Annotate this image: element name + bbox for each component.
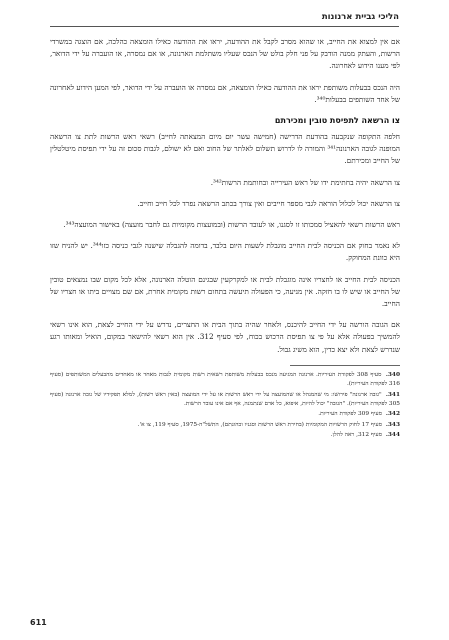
body-paragraph: לא נאמר בחוק אם הכניסה לבית החייב מוגבלת לשעות היום בלבד, בדומה להגבלה שישנה לגבי כניסה כזו³⁴⁴. יש להניח שזו היא כוונת המחוקק. [50, 241, 400, 263]
page-number: 611 [30, 618, 47, 627]
footnote-text: סעיף 309 לפקודת העיריות. [318, 411, 383, 418]
body-paragraph: ראש הרשות רשאי להאציל סמכותו זו לסגנו, או לעובד הרשות (ובמועצות מקומיות גם לחבר מועצה) באישור המועצה³⁴³. [63, 220, 400, 230]
footnote [50, 410, 400, 419]
footnotes [50, 371, 400, 441]
header-rule [50, 26, 399, 27]
running-title: הליכי גביית ארנונות [321, 12, 399, 22]
footnote-text: סעיף 17 לחוק הרשויות המקומיות (בחירת ראש הרשות וסגניו וכהונתם), התשל"ה-1975, סעיף 119, צו א'. [137, 421, 383, 428]
body-paragraph: אם אין למצוא את החייב, או שהוא מסרב לקבל את ההודעה, יראו את ההודעה כאילו הומצאה כהלכה, אם הוצגה במשרדי הרשות, והעתק ממנה הודבק על פני חלק בולט של הנכס שעליו משתלמת הארנונה, או אם נמסרה, או הועברה על ידי הדואר, לפי מענו הידוע לאחרונה. [50, 37, 400, 71]
footnote [50, 431, 400, 440]
footnote [50, 421, 400, 430]
body-paragraph: חלפה התקופה שנקבעה בהודעת הדרישה (חמישה עשר יום מיום המצאתה לחייב) רשאי ראש הרשות לתת צו הרשאה המופנה לגובה הארנונה³⁴¹ והמורה לו לדרוש תשלום לאלתר של החוב ואם לא ישולם, לגבות סכום זה על ידי תפיסת מיטלטלין של החייב ומכירתם. [50, 132, 400, 166]
footnote-number: 343. [385, 421, 400, 428]
body-paragraph: אם הגובה הורשה על ידי החייב להיכנס, ולאחר שהיה בתוך הבית או החצרים, נדרש על ידי החייב לצאת, הוא אינו רשאי להמשיך בפעולה אלא על פי צו תפיסת הרכוש בכוח, לפי סעיף 312. אין הוא רשאי להישאר במקום, הואיל ומאותו רגע שנדרש לצאת ולא יצא כדין, הוא משיג גבול. [50, 320, 400, 354]
footnote-text: "גובה ארנונה" פירושו: מי שהמנהל או שהמועצה על ידי ראש הרשות או על ידי המועצה (באין ראש רשות), למלא תפקידיו של גובה ארנונה (סעיף 305 לפקודת העיריות). "הגובה" יכול להיות, איפוא, כל אדם שנתמנה, אף אם אינו עובד הרשות. [50, 391, 400, 408]
body-paragraph: היה הנכס בבעלות משותפת יראו את ההודעה כאילו הומצאה, אם נמסרה או הועברה על ידי הדואר, לפי המען הידוע לאחרונה של אחד השותפים בבעלות³⁴⁰. [49, 82, 400, 104]
footnote-number: 340. [385, 371, 400, 378]
footnote-number: 341. [385, 391, 400, 398]
body-paragraph: צו הרשאה יהיה בחתימת ידו של ראש העירייה ובחותמת הרשות³⁴². [210, 177, 400, 187]
footnote-number: 342. [385, 411, 400, 418]
footnote-text: סעיף 308 לפקודת העיריות. ארנונה המגיעה מנכס בבעלות משותפת רשאית רשות מקומית לגבות מאחד או מאחדים מהבעלים המשותפים (סעיף 316 לפקודת העיריות). [50, 371, 400, 388]
footnote [50, 391, 400, 410]
footnote [50, 371, 400, 390]
page-body [50, 36, 400, 442]
footnote-text: סעיף 312, ראה להלן. [330, 432, 383, 439]
body-paragraph: הכניסה לבית החייב או לחצריו אינה מוגבלת לבית או למקרקעין שבגינם הוטלה הארנונה, אלא לכל מקום שבו נמצאים טובין של החייב או שיש לו בו חזקה. אין מניעה, כי הפעולה תיעשה בתחום רשות מקומית אחרת, אם שם מצויים ביתו או חצריו של החייב. [50, 274, 400, 309]
footnote-separator [290, 365, 400, 366]
section-heading: צו הרשאה לתפיסת טובין ומכירתם [274, 116, 400, 126]
body-paragraph: צו הרשאה יכול לכלול הוראה לגבי מספר חייבים ואין צורך בכתב הרשאה נפרד לכל חייב וחייב. [137, 198, 400, 208]
footnote-number: 344. [385, 432, 400, 439]
